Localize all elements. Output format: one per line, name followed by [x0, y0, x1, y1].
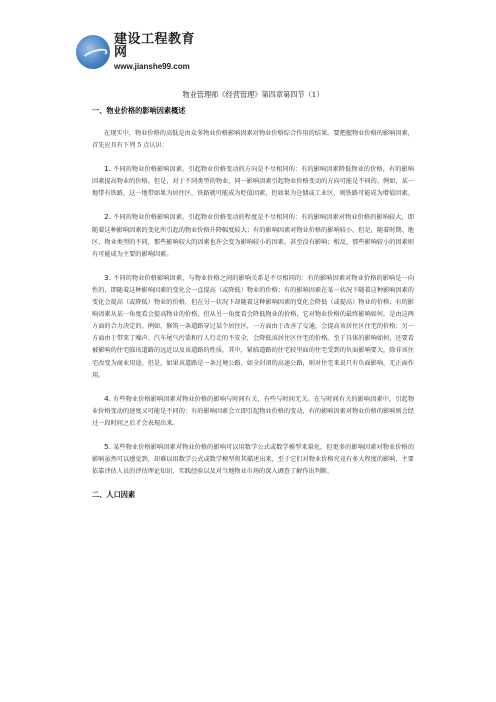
point-text: 不同的物业价格影响因素，引起物业价格变动的方向是不尽相同的：有的影响因素降低物业的价格，有的影响因素提高物业的价格。但是，对于不同类型的物业，同一影响因素引起物业价格变动的方向可能是不同的。例如，某一地带有铁路，这一地带如果为居住区，铁路就可能成为贬值因素，但如果为仓储或工业区，则铁路可能成为增值因素。	[92, 166, 415, 198]
point-text: 不同的物业价格影响因素，引起物业价格变动的程度是不尽相同的：有的影响因素对物业价格的影响较大，即随着这种影响因素的变化所引起的物业价格升降幅度较大；有的影响因素对物业价格的影响较小。但是，随着时期、地区、物业类型的不同，那些影响较大的因素也许会变为影响较小的因素，甚至没有影响；相反，那些影响较小的因素则有可能成为主要的影响因素。	[92, 214, 415, 258]
intro-paragraph: 在现实中，物业价格的高低是由众多物业价格影响因素对物业价格综合作用的结果。要把握物业价格的影响因素，首先应具有下列 5 点认识：	[92, 130, 414, 150]
point-1-paragraph	[92, 163, 414, 200]
point-2-paragraph	[92, 211, 414, 260]
section-heading-price-factors: 一、物业价格的影响因素概述	[92, 106, 186, 115]
point-text: 某些物业价格影响因素对物业价格的影响可以用数学公式或数学模型来量化，但更多的影响因素对物业价格的影响虽然可以感觉到，却难以用数学公式或数学模型将其描述出来，至于它们对物业价格究竟有多大程度的影响，主要依靠评估人员的评估理论知识、实践经验以及对当地物业市场的深入调查了解作出判断。	[92, 443, 415, 476]
document-body	[92, 90, 414, 512]
logo-text	[114, 33, 202, 71]
point-text: 有些物业价格影响因素对物业价格的影响与时间有关，有些与时间无关。在与时间有关的影响因素中，引起物业价格变动的速度又可能是不同的：有的影响因素会立即引起物业价格的变动，有的影响因素对物业价格的影响则会经过一段时间之后才会表现出来。	[92, 395, 415, 427]
point-number: 5.	[104, 441, 112, 451]
point-5-paragraph	[92, 441, 414, 478]
point-4-paragraph	[92, 393, 414, 430]
point-number: 1.	[104, 164, 112, 174]
logo-url: www.jianshe99.com	[114, 62, 190, 71]
globe-logo-icon	[76, 35, 110, 69]
point-text: 不同的物业价格影响因素，与物业价格之间的影响关系是不尽相同的：有的影响因素对物业价格的影响是一向性的，即随着这种影响因素的变化会一直提高（或降低）物业的价格；有的影响因素在某一状况下随着这种影响因素的变化会提高（或降低）物业的价格，但在另一状况下却随着这种影响因素的变化会降低（或提高）物业的价格；有的影响因素从某一角度看会提高物业的价格，但从另一角度看会降低物业的价格，它对物业价格的最终影响如何，是由这两方面的合力决定的。例如，修筑一条道路穿过某个居住区，一方面由于改善了交通，会提高该居住区住宅的价格；另一方面由于带来了噪声、汽车尾气污染和行人行走的不安全，会降低该居住区住宅的价格。至于具体的影响如何，还要看被影响的住宅临该道路的远近以及该道路的性质。其中，紧临道路的住宅较里面的住宅受到的负面影响要大，除非该住宅改变为商业用途。但是，如果该道路是一条过境公路，如全封闭的高速公路，则对住宅来说只有负面影响，无正面作用。	[92, 274, 415, 379]
section-heading-population: 二、人口因素	[92, 490, 136, 500]
point-number: 2.	[104, 212, 112, 222]
point-number: 4.	[104, 393, 112, 403]
point-number: 3.	[104, 272, 112, 282]
point-3-paragraph	[92, 272, 414, 382]
site-logo	[76, 33, 202, 71]
logo-site-name: 建设工程教育网	[114, 32, 196, 60]
document-title: 物业管理师《经营管理》第四章第四节（1）	[182, 90, 324, 99]
